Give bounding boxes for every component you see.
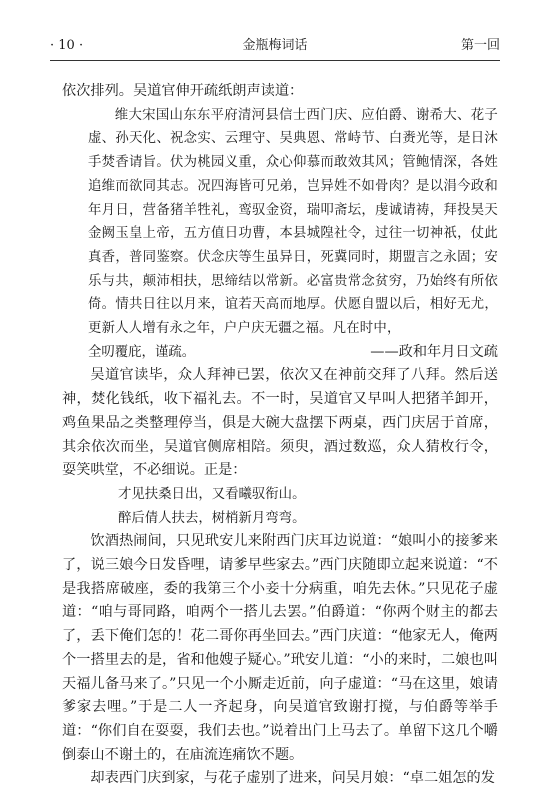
- prayer-closing: [62, 341, 498, 365]
- paragraph-3: 饮酒热闹间，只见玳安儿来附西门庆耳边说道：“娘叫小的接爹来了，说三娘今日发昏哩，请爹早些家去。”西门庆随即立起来说道：“不是我搭席破座，委的我第三个小妾十分病重，咱先去休。”只见花子虚道：“咱与哥同路，咱两个一搭儿去罢。”伯爵道：“你两个财主的都去了，丢下俺们怎的！花二哥你再坐回去。”西门庆道：“他家无人，俺两个一搭里去的是，省和他嫂子疑心。”玳安儿道：“小的来时，二娘也叫天福儿备马来了。”只见一个小厮走近前，向子虚道：“马在这里，娘请爹家去哩。”于是二人一齐起身，向吴道官致谢打搅，与伯爵等举手道：“你们自在耍耍，我们去也。”说着出门上马去了。单留下这几个嚼倒泰山不谢土的，在庙流连痛饮不题。: [62, 533, 498, 763]
- chapter-title: 第一回: [460, 38, 500, 53]
- page-number: · 10 ·: [50, 38, 84, 53]
- paragraph-2: 吴道官读毕，众人拜神已罢，依次又在神前交拜了八拜。然后送神，焚化钱纸，收下福礼去。不一时，吴道官又早叫人把猪羊卸开，鸡鱼果品之类整理停当，俱是大碗大盘摆下两桌，西门庆居于首席，其余依次而坐，吴道官侧席相陪。须臾，酒过数巡，众人猜枚行令，耍笑哄堂，不必细说。正是：: [62, 367, 498, 479]
- header-rule: [50, 60, 500, 61]
- book-title: 金瓶梅词话: [242, 38, 308, 53]
- prayer-text: 维大宋国山东东平府清河县信士西门庆、应伯爵、谢希大、花子虚、孙天化、祝念实、云理守、吴典恩、常峙节、白赉光等，是日沐手焚香请旨。伏为桃园义重，众心仰慕而敢效其风；管鲍情深，各姓追维而欲同其志。况四海皆可兄弟，岂异姓不如骨肉？是以涓今政和年月日，营备猪羊牲礼，鸾驭金资，瑞叩斋坛，虔诚请祷，拜投昊天金阙玉皇上帝，五方值日功曹，本县城隍社令，过往一切神祇，仗此真香，普同鉴察。伏念庆等生虽异日，死冀同时，期盟言之永固；安乐与共，颠沛相扶，思缔结以常新。必富贵常念贫穷，乃始终有所依倚。情共日往以月来，谊若天高而地厚。伏愿自盟以后，相好无尤，更新人人增有永之年，户户庆无疆之福。凡在时中，: [88, 107, 498, 337]
- prayer-end: 全叨覆庇，谨疏。: [88, 344, 196, 360]
- poem-line-1: 才见扶桑日出，又看曦驭衔山。: [118, 486, 306, 502]
- paragraph-1: 依次排列。吴道官伸开疏纸朗声读道：: [62, 83, 304, 99]
- page-body: [62, 80, 498, 791]
- paragraph-4: 却表西门庆到家，与花子虚别了进来，问吴月娘：“卓二姐怎的发: [90, 770, 495, 787]
- poem-line-2: 醉后倩人扶去，树梢新月弯弯。: [118, 510, 306, 526]
- running-header: [50, 36, 500, 56]
- prayer-signature: ——政和年月日文疏: [370, 343, 498, 360]
